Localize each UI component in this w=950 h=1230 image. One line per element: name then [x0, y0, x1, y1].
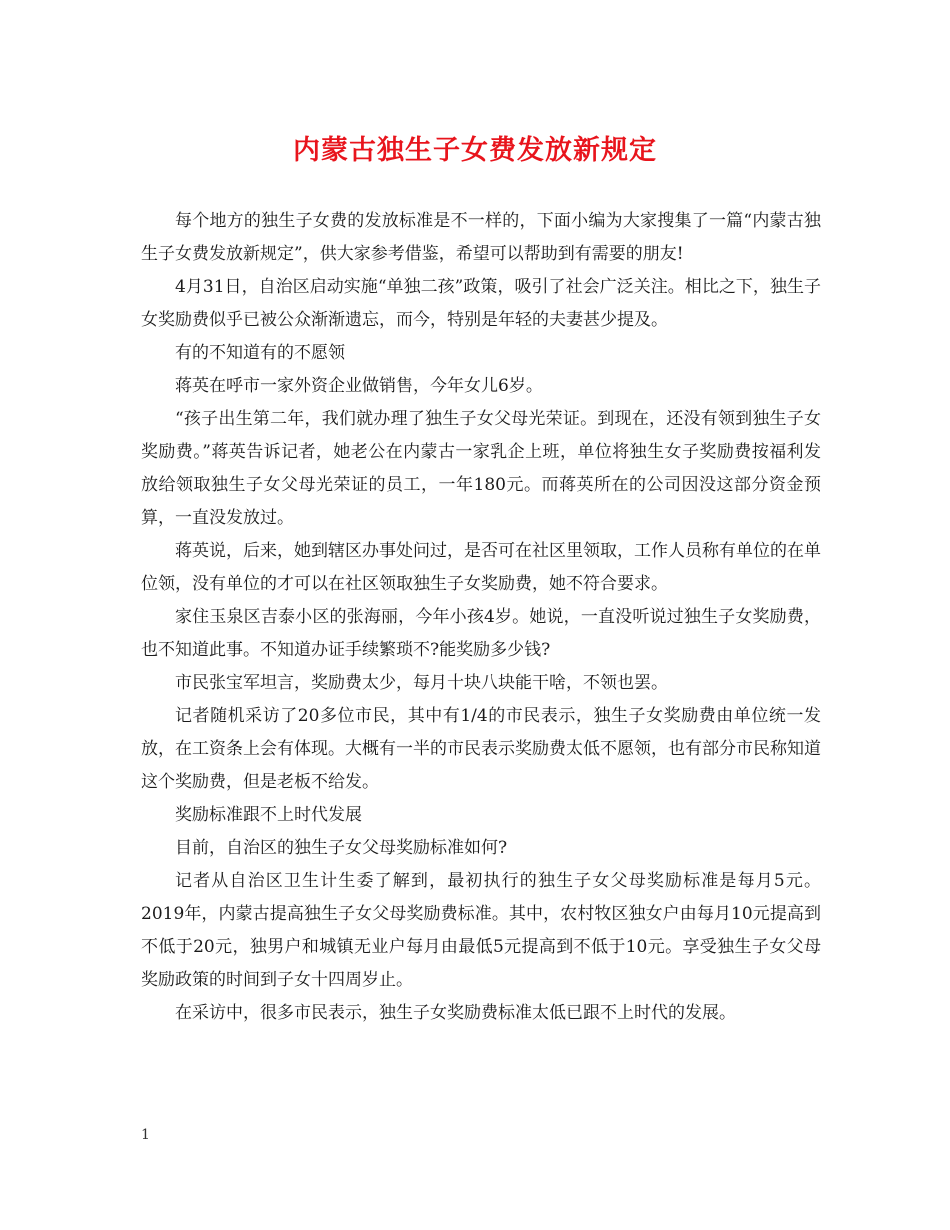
section-heading-standard: 奖励标准跟不上时代发展 [175, 805, 362, 825]
paragraph-conclusion: 在采访中，很多市民表示，独生子女奖励费标准太低已跟不上时代的发展。 [175, 1003, 736, 1023]
page-title: 内蒙古独生子女费发放新规定 [293, 135, 657, 166]
paragraph-question: 目前，自治区的独生子女父母奖励标准如何? [175, 838, 508, 858]
paragraph-zhang-haili: 家住玉泉区吉泰小区的张海丽，今年小孩4岁。她说，一直没听说过独生子女奖励费，也不知道此事。不知道办证手续繁琐不?能奖励多少钱? [141, 607, 821, 660]
page-number: 1 [141, 1127, 150, 1143]
paragraph-survey: 记者随机采访了20多位市民，其中有1/4的市民表示，独生子女奖励费由单位统一发放，在工资条上会有体现。大概有一半的市民表示奖励费太低不愿领，也有部分市民称知道这个奖励费，但是老板不给发。 [141, 706, 821, 792]
paragraph-jiang-ying-community: 蒋英说，后来，她到辖区办事处问过，是否可在社区里领取，工作人员称有单位的在单位领，没有单位的才可以在社区领取独生子女奖励费，她不符合要求。 [141, 541, 821, 594]
document-body [141, 205, 821, 1030]
paragraph-jiang-ying-quote: “孩子出生第二年，我们就办理了独生子女父母光荣证。到现在，还没有领到独生子女奖励费。”蒋英告诉记者，她老公在内蒙古一家乳企上班，单位将独生女子奖励费按福利发放给领取独生子女父母光荣证的员工，一年180元。而蒋英所在的公司因没这部分资金预算，一直没发放过。 [141, 409, 821, 528]
paragraph-zhang-baojun: 市民张宝军坦言，奖励费太少，每月十块八块能干啥，不领也罢。 [175, 673, 668, 693]
paragraph-standard-history: 记者从自治区卫生计生委了解到，最初执行的独生子女父母奖励标准是每月5元。2019年，内蒙古提高独生子女父母奖励费标准。其中，农村牧区独女户由每月10元提高到不低于20元，独男户和城镇无业户每月由最低5元提高到不低于10元。享受独生子女父母奖励政策的时间到子女十四周岁止。 [141, 871, 821, 990]
paragraph-intro: 每个地方的独生子女费的发放标准是不一样的，下面小编为大家搜集了一篇“内蒙古独生子女费发放新规定”，供大家参考借鉴，希望可以帮助到有需要的朋友! [141, 211, 821, 264]
section-heading-unclaimed: 有的不知道有的不愿领 [175, 343, 345, 363]
paragraph-policy: 4月31日，自治区启动实施“单独二孩”政策，吸引了社会广泛关注。相比之下，独生子女奖励费似乎已被公众渐渐遗忘，而今，特别是年轻的夫妻甚少提及。 [141, 277, 821, 330]
paragraph-jiang-ying-intro: 蒋英在呼市一家外资企业做销售，今年女儿6岁。 [175, 376, 543, 396]
